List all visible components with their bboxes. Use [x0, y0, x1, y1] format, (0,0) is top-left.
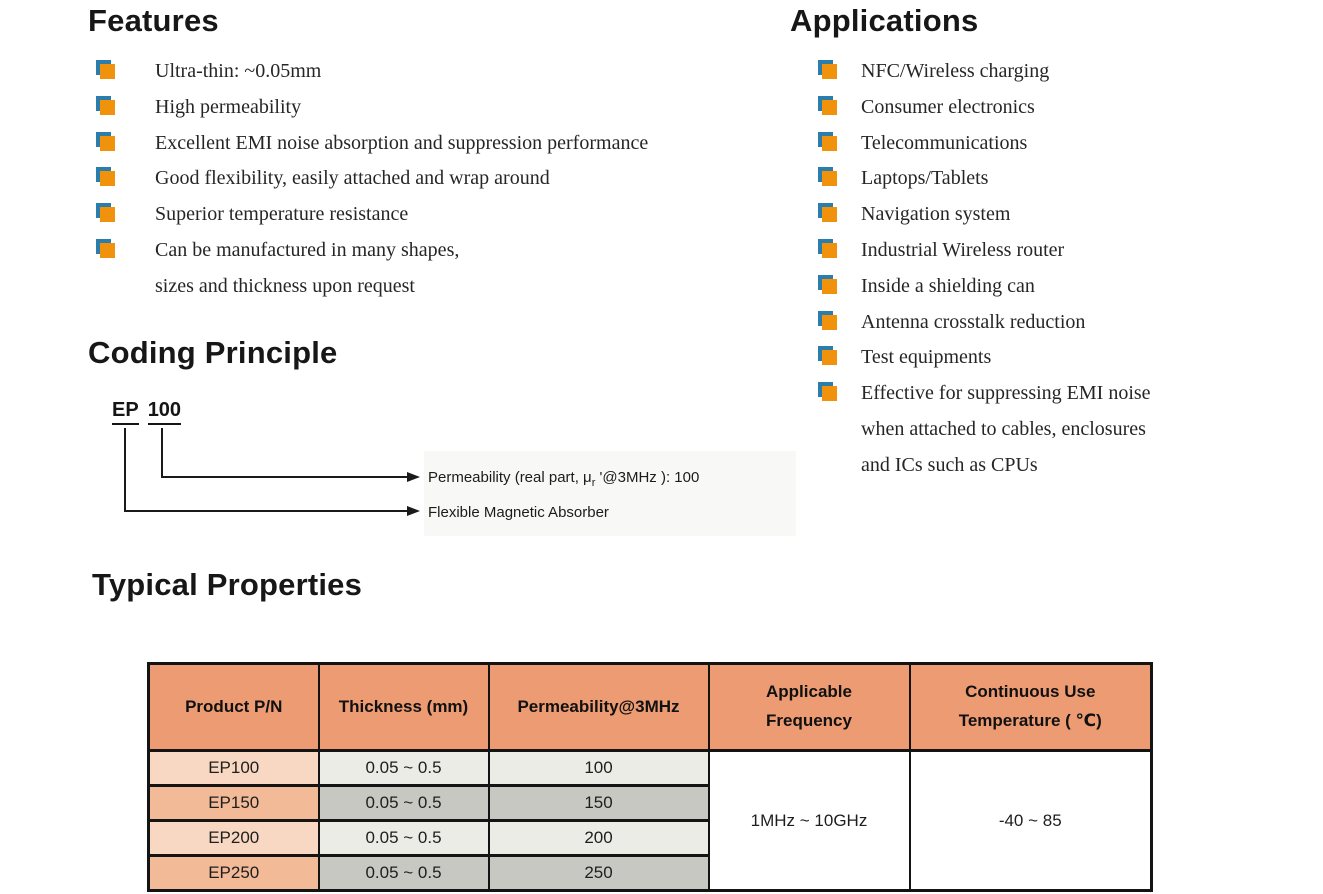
typical-properties-table — [147, 662, 1153, 892]
applications-heading: Applications — [790, 3, 979, 38]
features-list — [100, 54, 648, 305]
application-text: Inside a shielding can — [861, 274, 1035, 297]
cell-temperature-merged: -40 ~ 85 — [910, 751, 1152, 891]
product-code — [112, 399, 181, 425]
square-bullet-icon — [822, 64, 837, 79]
list-item — [822, 305, 1151, 341]
feature-text: Excellent EMI noise absorption and suppression performance — [155, 131, 649, 154]
square-bullet-icon — [822, 100, 837, 115]
list-item — [822, 54, 1151, 90]
square-bullet-icon — [822, 350, 837, 365]
cell-permeability: 100 — [489, 751, 709, 786]
feature-text: Can be manufactured in many shapes, — [155, 238, 460, 261]
cell-thickness: 0.05 ~ 0.5 — [319, 856, 489, 891]
list-item — [822, 233, 1151, 269]
application-text: Antenna crosstalk reduction — [861, 310, 1086, 333]
cell-thickness: 0.05 ~ 0.5 — [319, 786, 489, 821]
col-header-product-pn: Product P/N — [149, 664, 319, 751]
feature-text: Good flexibility, easily attached and wrap around — [155, 167, 550, 190]
cell-permeability: 250 — [489, 856, 709, 891]
cell-thickness: 0.05 ~ 0.5 — [319, 821, 489, 856]
list-item — [100, 197, 648, 233]
square-bullet-icon — [100, 207, 115, 222]
table-row — [149, 751, 1152, 786]
square-bullet-icon — [822, 171, 837, 186]
square-bullet-icon — [100, 136, 115, 151]
square-bullet-icon — [100, 64, 115, 79]
application-text: Consumer electronics — [861, 95, 1035, 118]
application-text: Laptops/Tablets — [861, 167, 989, 190]
applications-list — [822, 54, 1151, 484]
header-line: Applicable — [766, 682, 852, 702]
application-text: when attached to cables, enclosures — [861, 417, 1146, 440]
list-item — [822, 90, 1151, 126]
list-item — [100, 233, 648, 305]
permeability-label-value: '@3MHz ): 100 — [595, 469, 700, 486]
cell-product-pn: EP150 — [149, 786, 319, 821]
cell-product-pn: EP200 — [149, 821, 319, 856]
application-text: NFC/Wireless charging — [861, 60, 1050, 82]
table-header-row — [149, 664, 1152, 751]
header-line: Frequency — [766, 711, 852, 730]
arrow-right-icon — [407, 472, 420, 482]
application-text: Industrial Wireless router — [861, 238, 1065, 261]
cell-product-pn: EP100 — [149, 751, 319, 786]
permeability-arrow-label — [428, 469, 699, 489]
arrow-right-icon — [407, 506, 420, 516]
square-bullet-icon — [822, 243, 837, 258]
list-item — [822, 161, 1151, 197]
cell-permeability: 200 — [489, 821, 709, 856]
square-bullet-icon — [100, 100, 115, 115]
col-header-temperature — [910, 664, 1152, 751]
coding-principle-heading: Coding Principle — [88, 335, 338, 370]
list-item — [822, 126, 1151, 162]
feature-text: Superior temperature resistance — [155, 203, 409, 226]
application-text: and ICs such as CPUs — [861, 453, 1038, 476]
square-bullet-icon — [822, 315, 837, 330]
list-item — [100, 90, 648, 126]
permeability-label-text: Permeability (real part, μ — [428, 469, 592, 486]
diagram-label-backdrop — [424, 451, 796, 536]
application-text: Telecommunications — [861, 131, 1028, 154]
list-item — [822, 197, 1151, 233]
square-bullet-icon — [822, 207, 837, 222]
mu-subscript: r — [591, 477, 596, 489]
application-text: Test equipments — [861, 346, 992, 369]
absorber-arrow-label: Flexible Magnetic Absorber — [428, 504, 609, 521]
feature-text: High permeability — [155, 95, 302, 118]
list-item — [822, 376, 1151, 483]
code-number: 100 — [148, 399, 181, 425]
feature-text: Ultra-thin: ~0.05mm — [155, 60, 322, 82]
col-header-frequency — [709, 664, 910, 751]
header-line: Temperature ( ℃) — [958, 711, 1102, 730]
typical-properties-heading: Typical Properties — [92, 567, 363, 602]
square-bullet-icon — [100, 243, 115, 258]
square-bullet-icon — [822, 386, 837, 401]
cell-product-pn: EP250 — [149, 856, 319, 891]
col-header-thickness: Thickness (mm) — [319, 664, 489, 751]
feature-text: sizes and thickness upon request — [155, 274, 415, 297]
header-line: Continuous Use — [965, 682, 1096, 702]
list-item — [100, 126, 648, 162]
list-item — [100, 54, 648, 90]
cell-thickness: 0.05 ~ 0.5 — [319, 751, 489, 786]
application-text: Effective for suppressing EMI noise — [861, 382, 1151, 405]
square-bullet-icon — [822, 279, 837, 294]
list-item — [822, 340, 1151, 376]
cell-frequency-merged: 1MHz ~ 10GHz — [709, 751, 910, 891]
code-prefix: EP — [112, 399, 139, 425]
list-item — [100, 161, 648, 197]
features-heading: Features — [88, 3, 219, 38]
col-header-permeability: Permeability@3MHz — [489, 664, 709, 751]
cell-permeability: 150 — [489, 786, 709, 821]
square-bullet-icon — [100, 171, 115, 186]
coding-connector-lines — [110, 428, 440, 526]
list-item — [822, 269, 1151, 305]
square-bullet-icon — [822, 136, 837, 151]
application-text: Navigation system — [861, 203, 1011, 226]
